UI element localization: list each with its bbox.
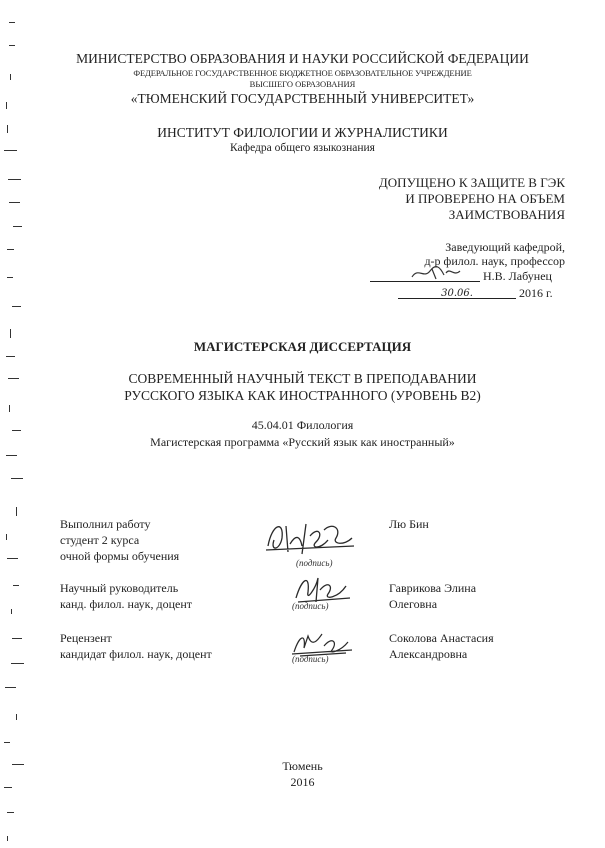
scan-mark [6, 534, 7, 540]
scan-mark [8, 179, 21, 180]
institute-name: ИНСТИТУТ ФИЛОЛОГИИ И ЖУРНАЛИСТИКИ [157, 125, 448, 140]
signature-caption: (подпись) [296, 558, 333, 568]
head-title: Заведующий кафедрой, [445, 240, 565, 254]
specialty-code: 45.04.01 Филология [251, 418, 354, 432]
approval-date-year: 2016 г. [519, 286, 553, 300]
approval-line1: ДОПУЩЕНО К ЗАЩИТЕ В ГЭК [378, 175, 565, 190]
scan-mark [11, 478, 23, 479]
scan-mark [12, 306, 21, 307]
scan-mark [7, 558, 18, 559]
scan-mark [9, 22, 15, 23]
approval-line2: И ПРОВЕРЕНО НА ОБЪЕМ [405, 191, 565, 206]
role-line2: студент 2 курса [60, 533, 140, 547]
scan-mark [5, 687, 16, 688]
scan-mark [16, 714, 17, 720]
head-name: Н.В. Лабунец [483, 269, 552, 283]
document-type: МАГИСТЕРСКАЯ ДИССЕРТАЦИЯ [193, 339, 412, 354]
role-line2: канд. филол. наук, доцент [60, 597, 193, 611]
approval-line3: ЗАИМСТВОВАНИЯ [448, 207, 565, 222]
university-name: «ТЮМЕНСКИЙ ГОСУДАРСТВЕННЫЙ УНИВЕРСИТЕТ» [130, 91, 475, 106]
role-line1: Научный руководитель [60, 581, 179, 595]
scan-mark [9, 45, 15, 46]
department-name: Кафедра общего языкознания [230, 142, 375, 154]
footer-city: Тюмень [282, 759, 323, 773]
footer-year: 2016 [290, 775, 315, 789]
approval-date-line [398, 285, 565, 299]
scan-mark [7, 836, 8, 841]
scan-mark [12, 638, 22, 639]
signer-name-line2: Олеговна [389, 597, 438, 611]
approval-date-handwritten: 30.06. [441, 288, 473, 299]
signer-name-line1: Гаврикова Элина [389, 581, 477, 595]
institution-type-line1: ФЕДЕРАЛЬНОЕ ГОСУДАРСТВЕННОЕ БЮДЖЕТНОЕ ОБРАЗОВАТЕЛЬНОЕ УЧРЕЖДЕНИЕ [133, 68, 472, 78]
head-degree: д-р филол. наук, профессор [424, 254, 565, 268]
head-signature-line [370, 268, 565, 282]
scan-mark [10, 329, 11, 338]
institution-type-line2: ВЫСШЕГО ОБРАЗОВАНИЯ [249, 79, 356, 89]
program-name: Магистерская программа «Русский язык как иностранный» [150, 435, 455, 449]
scan-mark [6, 455, 17, 456]
scan-mark [11, 609, 12, 614]
scan-mark [7, 812, 14, 813]
scan-mark [7, 277, 13, 278]
scan-mark [7, 249, 14, 250]
scan-mark [13, 226, 22, 227]
head-signature-scribble [410, 265, 520, 281]
student-signature [262, 516, 360, 560]
ministry-name: МИНИСТЕРСТВО ОБРАЗОВАНИЯ И НАУКИ РОССИЙСКОЙ ФЕДЕРАЦИИ [76, 51, 529, 66]
scan-mark [6, 356, 15, 357]
signer-name-line1: Соколова Анастасия [389, 631, 494, 645]
scan-mark [9, 202, 20, 203]
signer-name-line2: Александровна [389, 647, 468, 661]
role-line1: Рецензент [60, 631, 112, 645]
scan-mark [16, 507, 17, 516]
role-line2: кандидат филол. наук, доцент [60, 647, 212, 661]
topic-line2: РУССКОГО ЯЗЫКА КАК ИНОСТРАННОГО (УРОВЕНЬ В2) [124, 388, 481, 403]
signature-caption: (подпись) [292, 654, 329, 664]
scan-mark [11, 663, 24, 664]
role-line3: очной формы обучения [60, 549, 180, 563]
scan-mark [13, 585, 19, 586]
scan-mark [9, 405, 10, 412]
topic-line1: СОВРЕМЕННЫЙ НАУЧНЫЙ ТЕКСТ В ПРЕПОДАВАНИИ [128, 371, 477, 386]
role-line1: Выполнил работу [60, 517, 151, 531]
signer-name-line1: Лю Бин [389, 517, 429, 531]
signature-caption: (подпись) [292, 601, 329, 611]
head-signature [370, 268, 480, 282]
scan-mark [4, 742, 10, 743]
